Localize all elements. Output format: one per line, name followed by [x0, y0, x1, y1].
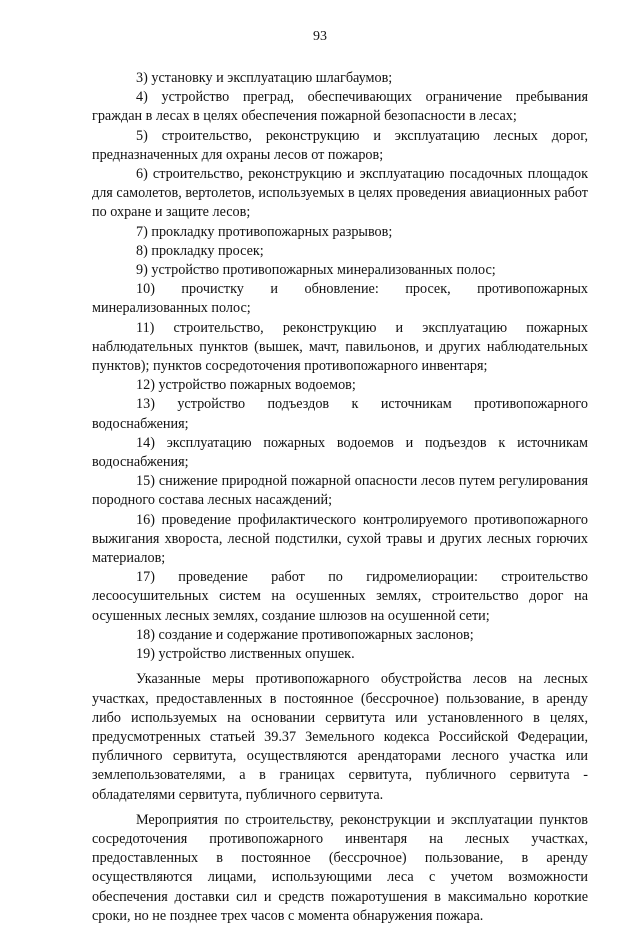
paragraph-responsibility: Указанные меры противопожарного обустройства лесов на лесных участках, предоставленных в постоянное (бессрочное) пользование, в аренду либо используемых на основании сервитута или установленного в целях, предусмотренных статьей 39.37 Земельного кодекса Российской Федерации, публичного сервитута, осуществляются арендаторами лесного участка или землепользователями, а в границах сервитута, публичного сервитута - обладателями сервитута, публичного сервитута.	[92, 671, 588, 803]
list-item-7: 7) прокладку противопожарных разрывов;	[136, 223, 393, 240]
list-item-17: 17) проведение работ по гидромелиорации: строительство лесоосушительных систем на осушенных землях, строительство дорог на осушенных лесных землях, создание шлюзов на осушенной сети;	[92, 569, 588, 624]
list-item-3: 3) установку и эксплуатацию шлагбаумов;	[136, 70, 393, 86]
list-item-4: 4) устройство преград, обеспечивающих ограничение пребывания граждан в лесах в целях обеспечения пожарной безопасности в лесах;	[92, 89, 588, 125]
list-item-12: 12) устройство пожарных водоемов;	[136, 377, 356, 394]
list-item-6: 6) строительство, реконструкцию и эксплуатацию посадочных площадок для самолетов, вертолетов, используемых в целях проведения авиационных работ по охране и защите лесов;	[92, 166, 588, 221]
list-item-9: 9) устройство противопожарных минерализованных полос;	[136, 262, 496, 279]
page-number: 93	[313, 29, 327, 44]
list-item-19: 19) устройство лиственных опушек.	[136, 646, 355, 663]
list-item-16: 16) проведение профилактического контролируемого противопожарного выжигания хвороста, лесной подстилки, сухой травы и других лесных горючих материалов;	[92, 511, 588, 567]
list-item-8: 8) прокладку просек;	[136, 242, 264, 259]
list-item-5: 5) строительство, реконструкцию и эксплуатацию лесных дорог, предназначенных для охраны лесов от пожаров;	[92, 127, 588, 163]
list-item-15: 15) снижение природной пожарной опасности лесов путем регулирования породного состава лесных насаждений;	[92, 473, 588, 509]
list-item-18: 18) создание и содержание противопожарных заслонов;	[136, 626, 474, 643]
paragraph-measures: Мероприятия по строительству, реконструкции и эксплуатации пунктов сосредоточения противопожарного инвентаря на лесных участках, предоставленных в постоянное (бессрочное) пользование, в аренду осуществляются лицами, использующими леса с учетом возможности обеспечения доставки сил и средств пожаротушения в максимально короткие сроки, но не позднее трех часов с момента обнаружения пожара.	[92, 811, 588, 924]
list-item-14: 14) эксплуатацию пожарных водоемов и подъездов к источникам водоснабжения;	[92, 434, 588, 471]
list-item-13: 13) устройство подъездов к источникам противопожарного водоснабжения;	[92, 396, 588, 432]
list-item-10: 10) прочистку и обновление: просек, противопожарных минерализованных полос;	[92, 281, 588, 317]
document-body	[92, 69, 588, 926]
list-item-11: 11) строительство, реконструкцию и эксплуатацию пожарных наблюдательных пунктов (вышек, мачт, павильонов, и других наблюдательных пунктов); пунктов сосредоточения противопожарного инвентаря;	[92, 319, 588, 375]
